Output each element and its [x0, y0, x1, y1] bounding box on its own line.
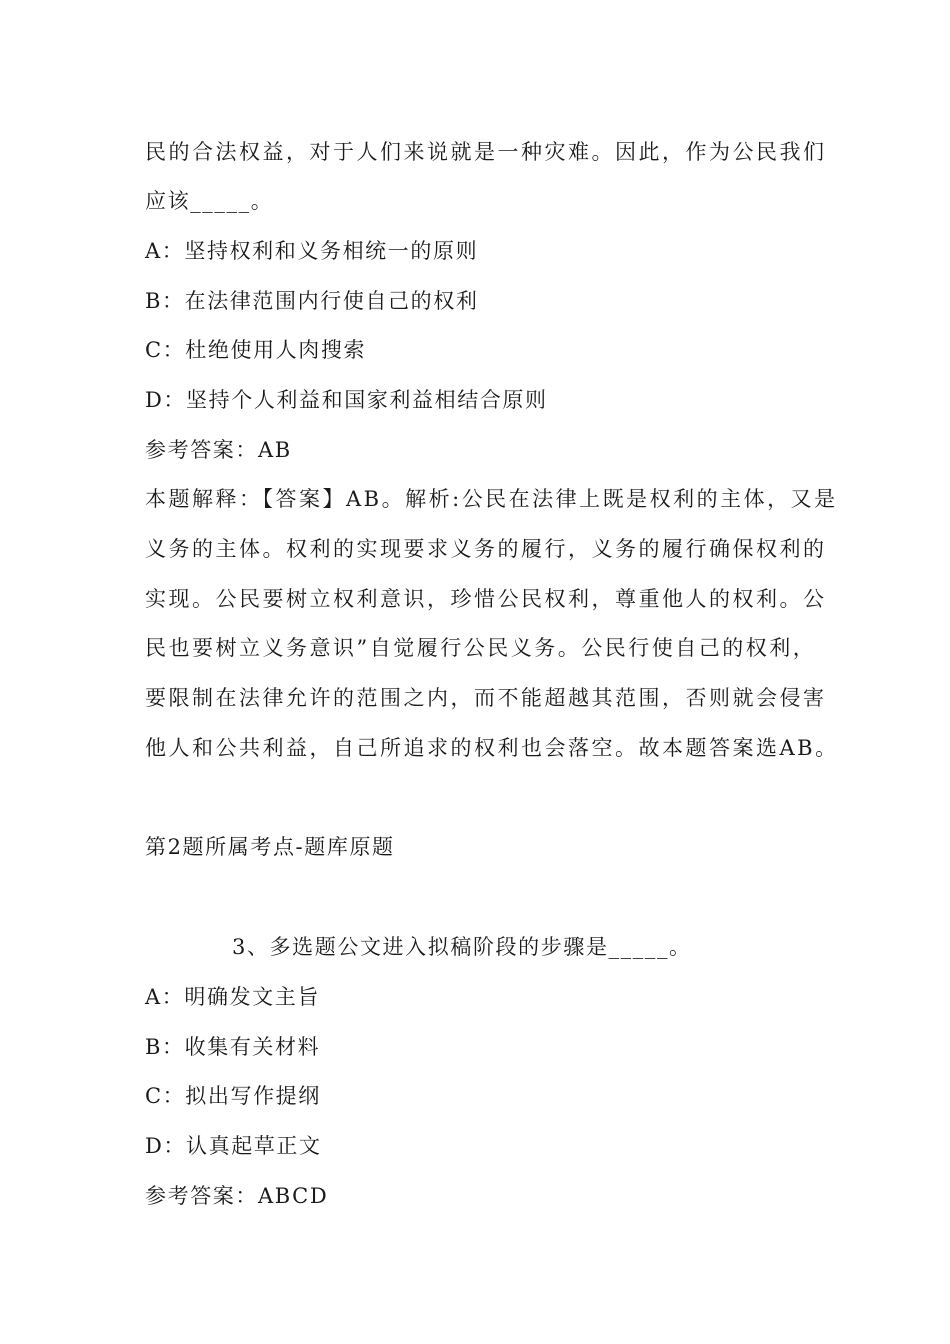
question-2-explanation-line-5: 要限制在法律允许的范围之内，而不能超越其范围，否则就会侵害: [145, 686, 827, 710]
question-2-option-c: C：杜绝使用人肉搜索: [145, 338, 367, 362]
question-3-option-c: C：拟出写作提纲: [145, 1084, 321, 1108]
question-2-answer: 参考答案：AB: [145, 438, 292, 462]
question-2-explanation-line-2: 义务的主体。权利的实现要求义务的履行，义务的履行确保权利的: [145, 537, 827, 561]
question-2-stem-line-2: 应该_____。: [145, 189, 274, 213]
question-3-option-d: D：认真起草正文: [145, 1134, 322, 1158]
question-2-option-d: D：坚持个人利益和国家利益相结合原则: [145, 388, 548, 412]
question-3-stem: 3、多选题公文进入拟稿阶段的步骤是_____。: [232, 935, 692, 959]
question-3-option-b: B：收集有关材料: [145, 1035, 321, 1059]
question-3-answer: 参考答案：ABCD: [145, 1184, 329, 1208]
question-2-explanation-line-3: 实现。公民要树立权利意识，珍惜公民权利，尊重他人的权利。公: [145, 587, 827, 611]
question-3-option-a: A：明确发文主旨: [145, 985, 320, 1009]
question-2-explanation-line-1: 本题解释：【答案】AB。解析:公民在法律上既是权利的主体，又是: [145, 487, 838, 511]
question-2-stem-line-1: 民的合法权益，对于人们来说就是一种灾难。因此，作为公民我们: [145, 140, 827, 164]
question-2-category: 第2题所属考点-题库原题: [145, 835, 395, 859]
question-2-explanation-line-6: 他人和公共利益，自己所追求的权利也会落空。故本题答案选AB。: [145, 736, 839, 760]
question-2-explanation-line-4: 民也要树立义务意识”自觉履行公民义务。公民行使自己的权利，: [145, 636, 817, 660]
question-2-option-a: A：坚持权利和义务相统一的原则: [145, 239, 479, 263]
question-2-option-b: B：在法律范围内行使自己的权利: [145, 289, 479, 313]
